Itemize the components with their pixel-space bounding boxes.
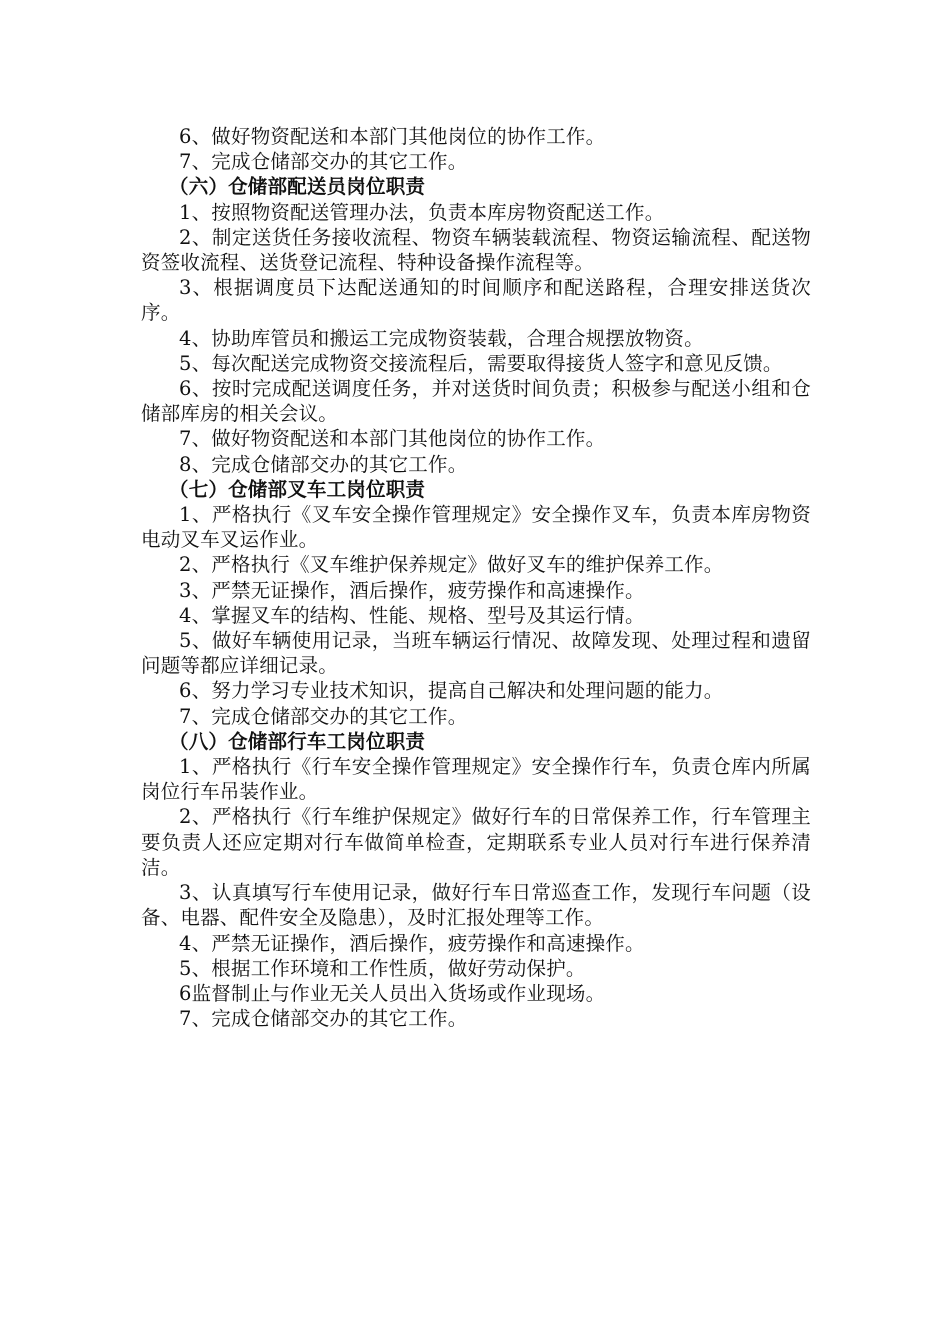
paragraph: 6、按时完成配送调度任务，并对送货时间负责；积极参与配送小组和仓储部库房的相关会议。 [141, 377, 811, 426]
paragraph: 2、严格执行《行车维护保规定》做好行车的日常保养工作，行车管理主要负责人还应定期对行车做简单检查，定期联系专业人员对行车进行保养清洁。 [141, 805, 811, 879]
paragraph: 1、按照物资配送管理办法，负责本库房物资配送工作。 [179, 200, 665, 224]
paragraph: 3、严禁无证操作，酒后操作，疲劳操作和高速操作。 [179, 578, 645, 602]
document-body [141, 124, 811, 1031]
paragraph: 6、做好物资配送和本部门其他岗位的协作工作。 [179, 125, 606, 148]
paragraph: 2、制定送货任务接收流程、物资车辆装载流程、物资运输流程、配送物资签收流程、送货登记流程、特种设备操作流程等。 [141, 225, 811, 275]
paragraph: 6监督制止与作业无关人员出入货场或作业现场。 [179, 981, 606, 1005]
paragraph: 4、严禁无证操作，酒后操作，疲劳操作和高速操作。 [179, 931, 645, 955]
section-heading: （六）仓储部配送员岗位职责 [169, 175, 426, 199]
paragraph: 7、完成仓储部交办的其它工作。 [179, 150, 468, 174]
paragraph: 4、协助库管员和搬运工完成物资装载，合理合规摆放物资。 [179, 326, 704, 350]
paragraph: 1、严格执行《行车安全操作管理规定》安全操作行车，负责仓库内所属岗位行车吊装作业。 [141, 755, 811, 804]
paragraph: 7、完成仓储部交办的其它工作。 [179, 704, 468, 728]
paragraph: 7、做好物资配送和本部门其他岗位的协作工作。 [179, 427, 606, 451]
paragraph: 5、做好车辆使用记录，当班车辆运行情况、故障发现、处理过程和遗留问题等都应详细记录。 [141, 629, 811, 678]
section-heading: （八）仓储部行车工岗位职责 [169, 729, 426, 753]
paragraph: 3、根据调度员下达配送通知的时间顺序和配送路程，合理安排送货次序。 [141, 276, 811, 325]
paragraph: 2、严格执行《叉车维护保养规定》做好叉车的维护保养工作。 [179, 553, 724, 577]
paragraph: 6、努力学习专业技术知识，提高自己解决和处理问题的能力。 [179, 679, 724, 703]
paragraph: 4、掌握叉车的结构、性能、规格、型号及其运行情。 [179, 603, 645, 627]
paragraph: 3、认真填写行车使用记录，做好行车日常巡查工作，发现行车问题（设备、电器、配件安全及隐患），及时汇报处理等工作。 [141, 881, 811, 930]
paragraph: 7、完成仓储部交办的其它工作。 [179, 1007, 468, 1031]
paragraph: 5、根据工作环境和工作性质，做好劳动保护。 [179, 956, 586, 980]
paragraph: 5、每次配送完成物资交接流程后，需要取得接货人签字和意见反馈。 [179, 351, 783, 375]
paragraph: 8、完成仓储部交办的其它工作。 [179, 452, 468, 476]
section-heading: （七）仓储部叉车工岗位职责 [169, 477, 426, 501]
paragraph: 1、严格执行《叉车安全操作管理规定》安全操作叉车，负责本库房物资电动叉车叉运作业。 [141, 503, 811, 552]
